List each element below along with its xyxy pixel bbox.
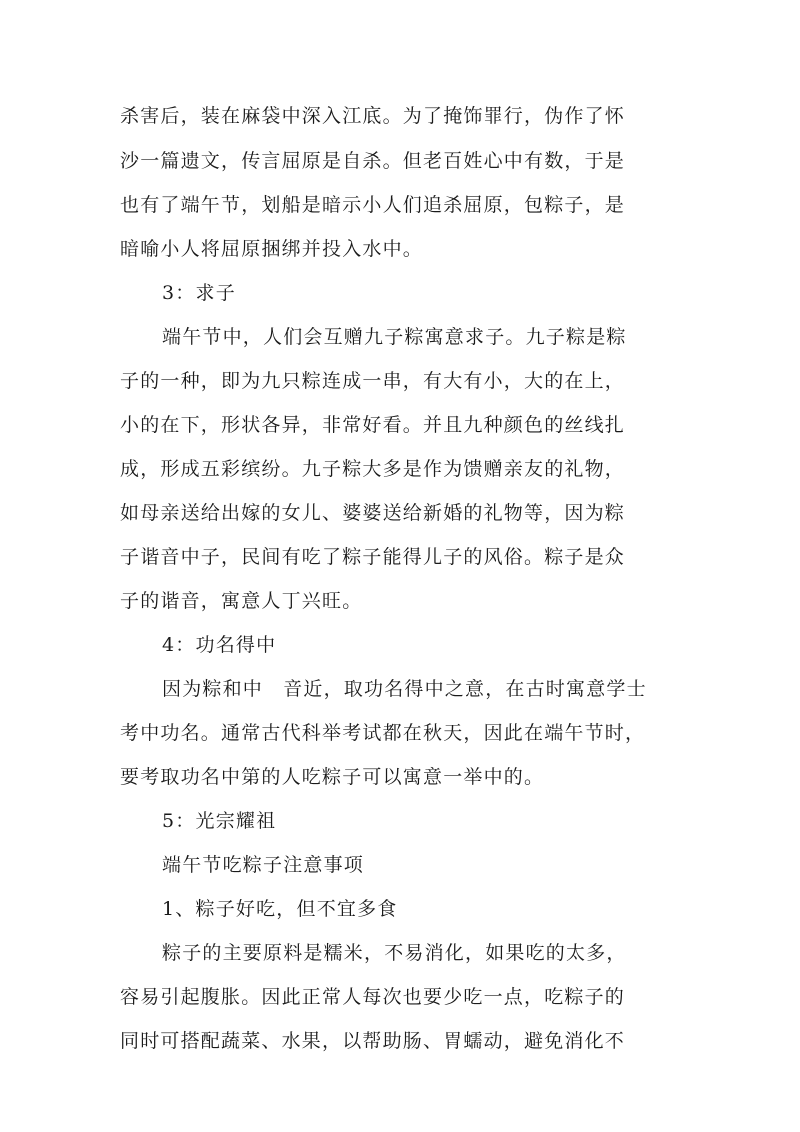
text-line: 子的谐音，寓意人丁兴旺。 [120,590,363,612]
text-line: 粽子的主要原料是糯米，不易消化，如果吃的太多， [162,942,627,964]
text-line: 要考取功名中第的人吃粽子可以寓意一举中的。 [120,766,545,788]
text-line: 子谐音中子，民间有吃了粽子能得儿子的风俗。粽子是众 [120,546,626,568]
text-line: 小的在下，形状各异，非常好看。并且九种颜色的丝线扎 [120,414,626,436]
text-line: 子的一种，即为九只粽连成一串，有大有小，大的在上， [120,370,626,392]
text-line: 成，形成五彩缤纷。九子粽大多是作为馈赠亲友的礼物， [120,458,626,480]
section-heading: 5：光宗耀祖 [162,810,277,832]
text-line: 因为粽和中 音近，取功名得中之意，在古时寓意学士 [162,678,647,700]
text-line: 如母亲送给出嫁的女儿、婆婆送给新婚的礼物等，因为粽 [120,502,626,524]
section-heading: 端午节吃粽子注意事项 [162,854,365,876]
text-line: 容易引起腹胀。因此正常人每次也要少吃一点，吃粽子的 [120,986,626,1008]
section-heading: 4：功名得中 [162,634,277,656]
text-line: 沙一篇遗文，传言屈原是自杀。但老百姓心中有数，于是 [120,150,626,172]
text-line: 考中功名。通常古代科举考试都在秋天，因此在端午节时， [120,722,646,744]
subsection-heading: 1、粽子好吃，但不宜多食 [162,898,398,920]
section-heading: 3：求子 [162,282,236,304]
text-line: 杀害后，装在麻袋中深入江底。为了掩饰罪行，伪作了怀 [120,105,626,127]
text-line: 也有了端午节，划船是暗示小人们追杀屈原，包粽子，是 [120,194,626,216]
text-line: 暗喻小人将屈原捆绑并投入水中。 [120,238,424,260]
text-line: 同时可搭配蔬菜、水果，以帮助肠、胃蠕动，避免消化不 [120,1030,626,1052]
text-line: 端午节中，人们会互赠九子粽寓意求子。九子粽是粽 [162,326,627,348]
